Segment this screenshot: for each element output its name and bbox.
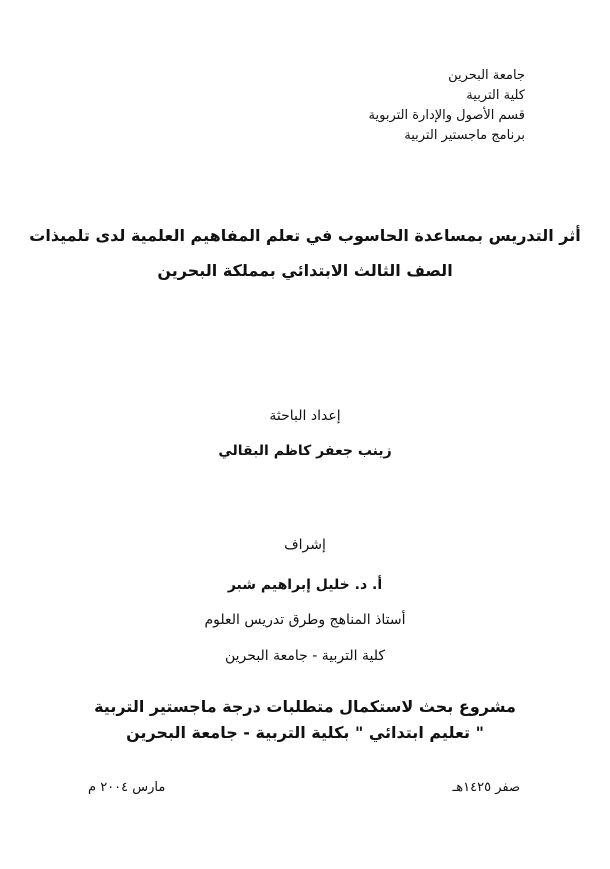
researcher-name: زينب جعفر كاظم البقالي xyxy=(218,443,392,459)
researcher-label: إعداد الباحثة xyxy=(269,408,341,424)
university-name: جامعة البحرين xyxy=(448,68,525,83)
thesis-title-line-1: أثر التدريس بمساعدة الحاسوب في تعلم المفاهيم العلمية لدى تلميذات xyxy=(29,226,581,245)
gregorian-date: مارس ٢٠٠٤ م xyxy=(88,780,166,795)
supervisor-name: أ. د. خليل إبراهيم شبر xyxy=(227,577,383,593)
department-name: قسم الأصول والإدارة التربوية xyxy=(368,108,525,123)
project-description-line-1: مشروع بحث لاستكمال متطلبات درجة ماجستير التربية xyxy=(94,697,516,716)
supervisor-affiliation: كلية التربية - جامعة البحرين xyxy=(225,648,385,664)
college-name: كلية التربية xyxy=(466,88,525,103)
hijri-date: صفر ١٤٢٥هـ xyxy=(452,780,520,795)
supervisor-title: أستاذ المناهج وطرق تدريس العلوم xyxy=(204,612,406,628)
thesis-title-line-2: الصف الثالث الابتدائي بمملكة البحرين xyxy=(157,261,453,280)
supervision-label: إشراف xyxy=(284,537,326,553)
project-description-line-2: " تعليم ابتدائي " بكلية التربية - جامعة البحرين xyxy=(126,723,484,742)
institution-header xyxy=(369,66,525,146)
program-name: برنامج ماجستير التربية xyxy=(404,128,525,143)
